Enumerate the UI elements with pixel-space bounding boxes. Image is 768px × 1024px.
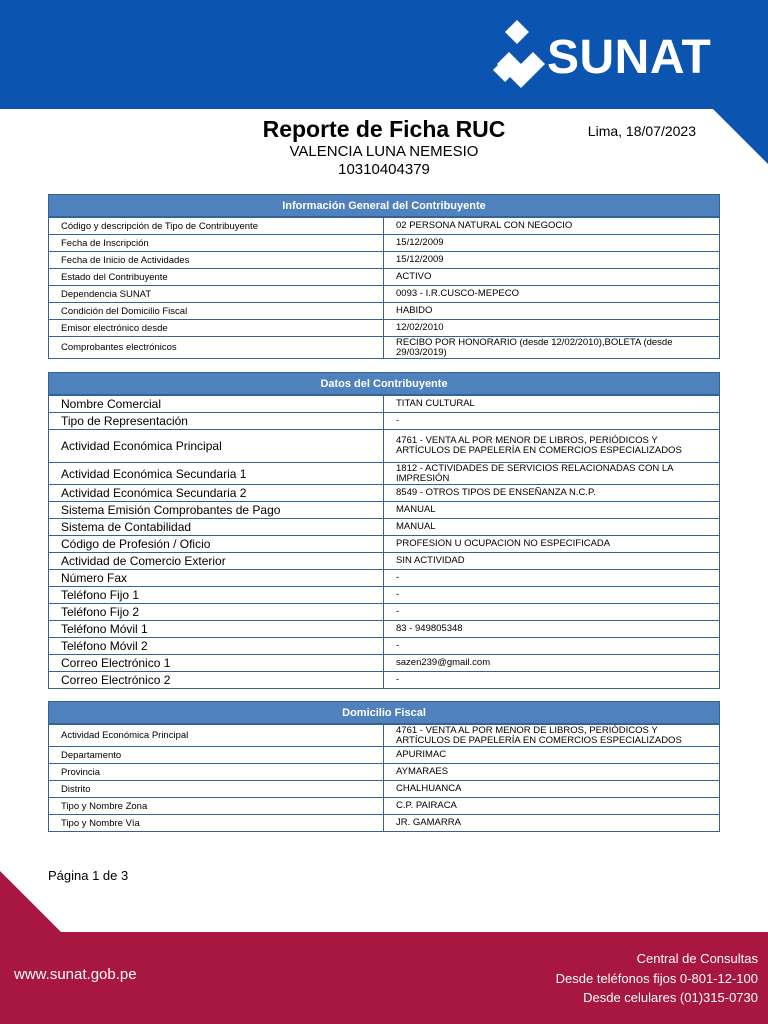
contact-landline: Desde teléfonos fijos 0-801-12-100 xyxy=(555,970,758,986)
row-value: 4761 - VENTA AL POR MENOR DE LIBROS, PERIÓDICOS Y ARTÍCULOS DE PAPELERÍA EN COMERCIOS ESPECIALIZADOS xyxy=(396,724,682,746)
table-row xyxy=(49,285,719,302)
report-date: Lima, 18/07/2023 xyxy=(587,123,696,139)
row-label: Dependencia SUNAT xyxy=(49,286,384,302)
row-label: Condición del Domicilio Fiscal xyxy=(49,303,384,319)
general-info-table xyxy=(48,194,720,359)
row-value: - xyxy=(396,606,400,617)
row-value: ACTIVO xyxy=(396,271,432,282)
table-row xyxy=(49,302,719,319)
table-row xyxy=(49,814,719,831)
row-label: Emisor electrónico desde xyxy=(49,320,384,336)
footer-contact-info xyxy=(556,949,758,1008)
taxpayer-data-table xyxy=(48,372,720,689)
row-value: PROFESION U OCUPACION NO ESPECIFICADA xyxy=(396,538,611,549)
row-label: Código de Profesión / Oficio xyxy=(49,536,384,552)
row-label: Tipo y Nombre Vía xyxy=(49,815,384,831)
row-label: Fecha de Inicio de Actividades xyxy=(49,252,384,268)
table-row xyxy=(49,724,719,746)
row-value: HABIDO xyxy=(396,305,433,316)
row-value: sazen239@gmail.com xyxy=(396,657,491,668)
row-value: 15/12/2009 xyxy=(396,254,444,265)
table-row xyxy=(49,746,719,763)
row-label: Tipo de Representación xyxy=(49,413,384,429)
table-row xyxy=(49,654,719,671)
taxpayer-name: VALENCIA LUNA NEMESIO xyxy=(289,143,479,160)
row-value: - xyxy=(396,640,400,651)
row-label: Tipo y Nombre Zona xyxy=(49,798,384,814)
table-row xyxy=(49,535,719,552)
row-label: Teléfono Fijo 2 xyxy=(49,604,384,620)
table-row xyxy=(49,586,719,603)
row-value: - xyxy=(396,572,400,583)
contact-heading: Central de Consultas xyxy=(636,951,758,966)
footer-corner-accent xyxy=(0,871,62,933)
row-value: TITAN CULTURAL xyxy=(396,398,475,409)
row-label: Correo Electrónico 1 xyxy=(49,655,384,671)
table-row xyxy=(49,395,719,412)
row-label: Teléfono Fijo 1 xyxy=(49,587,384,603)
footer-website-link[interactable]: www.sunat.gob.pe xyxy=(14,966,137,983)
row-value: 02 PERSONA NATURAL CON NEGOCIO xyxy=(396,220,573,231)
table-row xyxy=(49,518,719,535)
table-row xyxy=(49,552,719,569)
row-label: Actividad de Comercio Exterior xyxy=(49,553,384,569)
fiscal-address-heading: Domicilio Fiscal xyxy=(49,702,719,724)
table-row xyxy=(49,569,719,586)
row-value: SIN ACTIVIDAD xyxy=(396,555,465,566)
contact-mobile: Desde celulares (01)315-0730 xyxy=(583,990,758,1005)
row-label: Distrito xyxy=(49,781,384,797)
table-row xyxy=(49,462,719,484)
row-label: Actividad Económica Secundaria 1 xyxy=(49,463,384,484)
sunat-logo xyxy=(487,18,732,98)
row-label: Sistema Emisión Comprobantes de Pago xyxy=(49,502,384,518)
row-label: Comprobantes electrónicos xyxy=(49,337,384,358)
row-value: 0093 - I.R.CUSCO-MEPECO xyxy=(396,288,519,299)
ruc-number: 10310404379 xyxy=(338,161,430,178)
row-value: 4761 - VENTA AL POR MENOR DE LIBROS, PERIÓDICOS Y ARTÍCULOS DE PAPELERÍA EN COMERCIOS ESPECIALIZADOS xyxy=(396,435,682,456)
row-value: - xyxy=(396,589,400,600)
table-row xyxy=(49,620,719,637)
taxpayer-data-heading: Datos del Contribuyente xyxy=(49,373,719,395)
row-label: Sistema de Contabilidad xyxy=(49,519,384,535)
row-label: Nombre Comercial xyxy=(49,396,384,412)
row-value: JR. GAMARRA xyxy=(396,817,461,828)
page-number: Página 1 de 3 xyxy=(48,868,129,883)
table-row xyxy=(49,603,719,620)
table-row xyxy=(49,336,719,358)
table-row xyxy=(49,501,719,518)
row-label: Actividad Económica Principal xyxy=(49,430,384,462)
table-row xyxy=(49,217,719,234)
row-label: Actividad Económica Secundaria 2 xyxy=(49,485,384,501)
table-row xyxy=(49,637,719,654)
row-label: Teléfono Móvil 2 xyxy=(49,638,384,654)
row-label: Estado del Contribuyente xyxy=(49,269,384,285)
row-label: Fecha de Inscripción xyxy=(49,235,384,251)
page-title: Reporte de Ficha RUC xyxy=(262,116,506,142)
row-label: Número Fax xyxy=(49,570,384,586)
row-label: Departamento xyxy=(49,747,384,763)
row-value: 15/12/2009 xyxy=(396,237,444,248)
fiscal-address-table xyxy=(48,701,720,832)
row-value: C.P. PAIRACA xyxy=(396,800,457,811)
table-row xyxy=(49,763,719,780)
row-value: AYMARAES xyxy=(396,766,449,777)
table-row xyxy=(49,797,719,814)
row-label: Provincia xyxy=(49,764,384,780)
row-value: MANUAL xyxy=(396,521,436,532)
table-row xyxy=(49,484,719,501)
table-row xyxy=(49,251,719,268)
table-row xyxy=(49,319,719,336)
row-label: Actividad Económica Principal xyxy=(49,725,384,746)
row-value: 8549 - OTROS TIPOS DE ENSEÑANZA N.C.P. xyxy=(396,487,596,498)
table-row xyxy=(49,671,719,688)
general-info-heading: Información General del Contribuyente xyxy=(49,195,719,217)
row-value: MANUAL xyxy=(396,504,436,515)
table-row xyxy=(49,780,719,797)
row-value: 12/02/2010 xyxy=(396,322,444,333)
row-value: 83 - 949805348 xyxy=(396,623,463,634)
row-label: Teléfono Móvil 1 xyxy=(49,621,384,637)
table-row xyxy=(49,234,719,251)
table-row xyxy=(49,429,719,462)
row-value: RECIBO POR HONORARIO (desde 12/02/2010),BOLETA (desde 29/03/2019) xyxy=(396,336,673,358)
row-value: 1812 - ACTIVIDADES DE SERVICIOS RELACIONADAS CON LA IMPRESIÓN xyxy=(396,462,673,484)
table-row xyxy=(49,268,719,285)
table-row xyxy=(49,412,719,429)
sunat-logo-icon xyxy=(487,18,547,98)
logo-text: SUNAT xyxy=(547,31,712,84)
row-label: Correo Electrónico 2 xyxy=(49,672,384,688)
row-value: - xyxy=(396,674,400,685)
row-value: APURIMAC xyxy=(396,749,447,760)
row-value: CHALHUANCA xyxy=(396,783,462,794)
row-value: - xyxy=(396,415,400,426)
row-label: Código y descripción de Tipo de Contribuyente xyxy=(49,218,384,234)
